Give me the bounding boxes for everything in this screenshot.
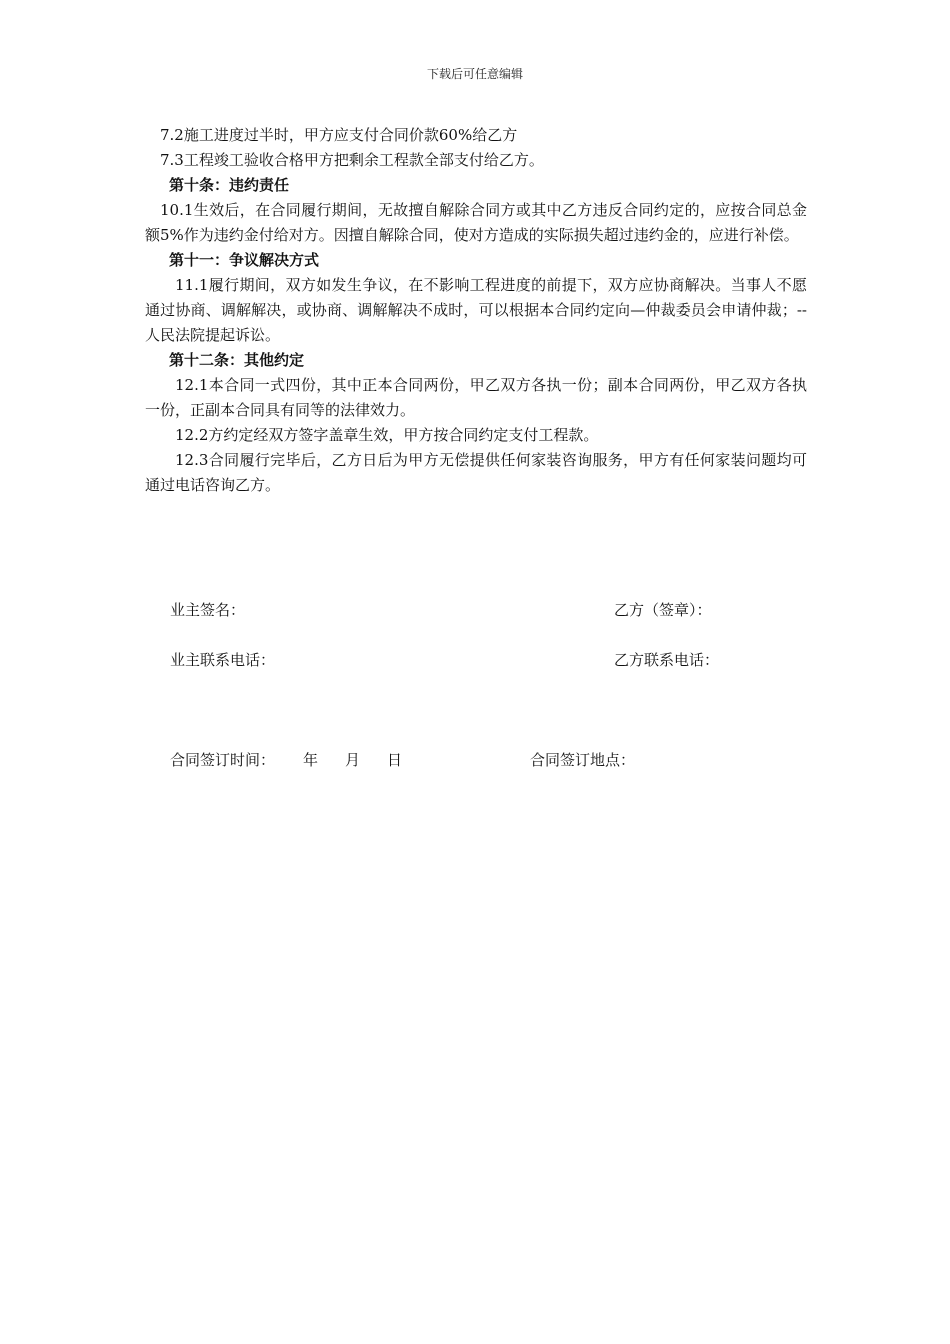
contract-body xyxy=(145,123,807,498)
day-label: 日 xyxy=(387,751,403,769)
page-header-note: 下载后可任意编辑 xyxy=(426,67,523,81)
clause-11-1: 11.1履行期间，双方如发生争议，在不影响工程进度的前提下，双方应协商解决。当事人不愿通过协商、调解解决，或协商、调解解决不成时，可以根据本合同约定向—仲裁委员会申请仲裁；--人民法院提起诉讼。 xyxy=(145,276,807,344)
sign-time-label: 合同签订时间： xyxy=(170,751,276,769)
article-12-heading: 第十二条：其他约定 xyxy=(169,351,305,369)
clause-7-2: 7.2施工进度过半时，甲方应支付合同价款60%给乙方 xyxy=(160,126,518,144)
owner-phone-label: 业主联系电话： xyxy=(170,651,276,669)
clause-12-3: 12.3合同履行完毕后，乙方日后为甲方无偿提供任何家装咨询服务，甲方有任何家装问题均可通过电话咨询乙方。 xyxy=(145,451,807,494)
clause-12-2: 12.2方约定经双方签字盖章生效，甲方按合同约定支付工程款。 xyxy=(175,426,599,444)
month-label: 月 xyxy=(345,751,361,769)
party-b-phone-label: 乙方联系电话： xyxy=(614,651,720,669)
clause-10-1: 10.1生效后，在合同履行期间，无故擅自解除合同方或其中乙方违反合同约定的，应按合同总金额5%作为违约金付给对方。因擅自解除合同，使对方造成的实际损失超过违约金的，应进行补偿。 xyxy=(145,201,807,244)
clause-7-3: 7.3工程竣工验收合格甲方把剩余工程款全部支付给乙方。 xyxy=(160,151,544,169)
article-10-heading: 第十条：违约责任 xyxy=(169,176,290,194)
sign-place-label: 合同签订地点： xyxy=(530,751,636,769)
year-label: 年 xyxy=(303,751,319,769)
article-11-heading: 第十一：争议解决方式 xyxy=(169,251,320,269)
owner-signature-label: 业主签名： xyxy=(170,601,246,619)
party-b-signature-label: 乙方（签章）： xyxy=(614,601,712,619)
clause-12-1: 12.1本合同一式四份，其中正本合同两份，甲乙双方各执一份；副本合同两份，甲乙双方各执一份，正副本合同具有同等的法律效力。 xyxy=(145,376,807,419)
